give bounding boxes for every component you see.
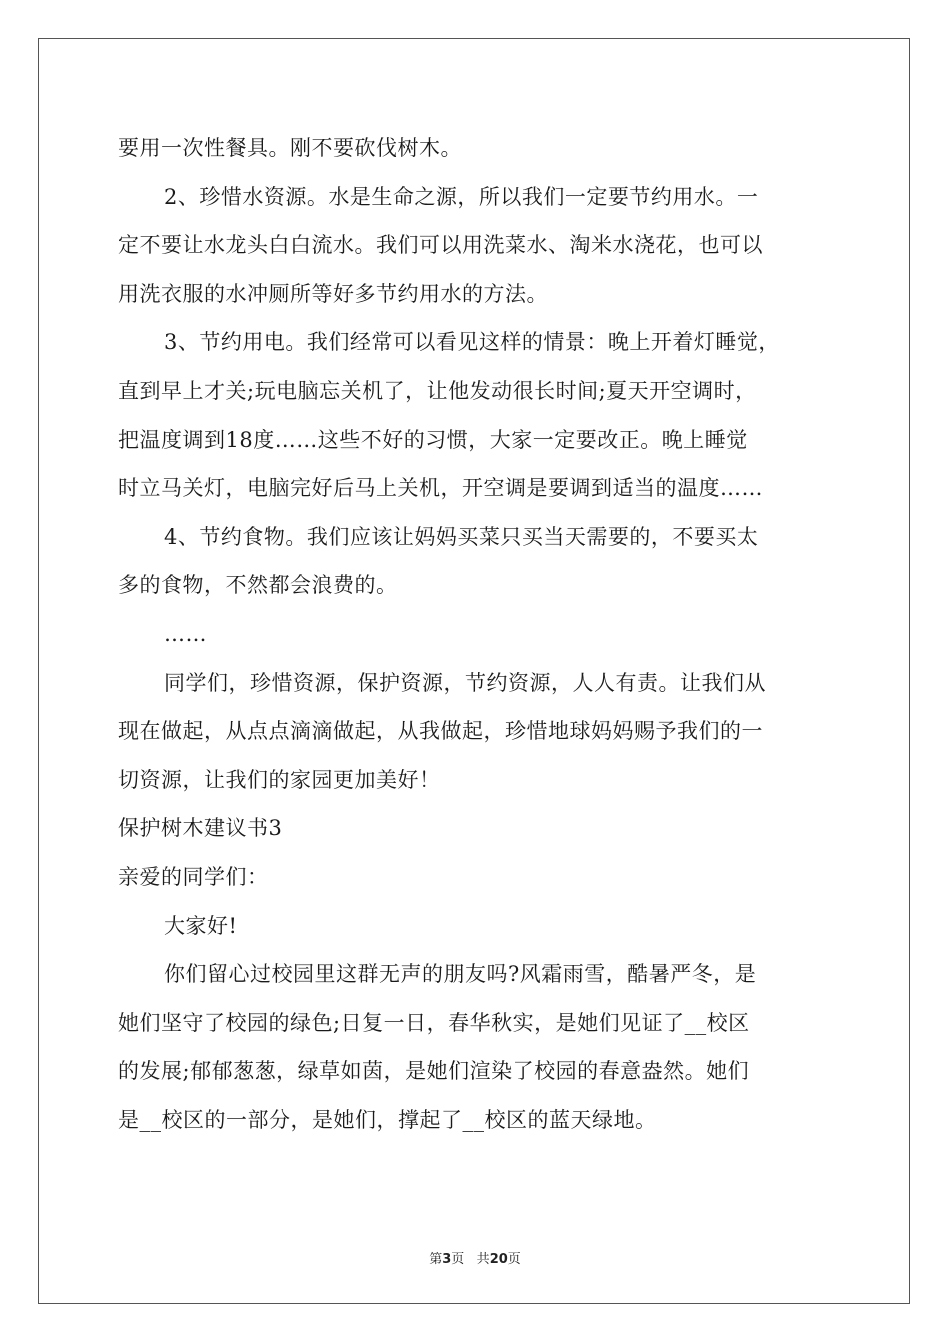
text-line-20: 的发展;郁郁葱葱，绿草如茵，是她们渲染了校园的春意盎然。她们 bbox=[118, 1059, 750, 1084]
text-line-2: 2、珍惜水资源。水是生命之源，所以我们一定要节约用水。一 bbox=[164, 184, 759, 209]
text-line-1: 要用一次性餐具。刚不要砍伐树木。 bbox=[118, 136, 462, 160]
page-footer bbox=[0, 1248, 950, 1267]
footer-prefix: 第 bbox=[429, 1252, 443, 1267]
section-title: 保护树木建议书3 bbox=[118, 816, 283, 841]
footer-total-prefix: 共 bbox=[476, 1252, 490, 1267]
text-line-13: 现在做起，从点点滴滴做起，从我做起，珍惜地球妈妈赐予我们的一 bbox=[118, 719, 763, 744]
text-line-9: 4、节约食物。我们应该让妈妈买菜只买当天需要的，不要买太 bbox=[164, 524, 759, 549]
text-line-14: 切资源，让我们的家园更加美好！ bbox=[118, 767, 441, 792]
text-line-10: 多的食物，不然都会浪费的。 bbox=[118, 573, 398, 598]
text-line-5: 3、节约用电。我们经常可以看见这样的情景：晚上开着灯睡觉， bbox=[164, 330, 780, 355]
document-body bbox=[118, 124, 838, 1144]
text-line-21: 是__校区的一部分，是她们，撑起了__校区的蓝天绿地。 bbox=[118, 1107, 657, 1132]
total-pages-number: 20 bbox=[489, 1252, 508, 1267]
text-line-8: 时立马关灯，电脑完好后马上关机，开空调是要调到适当的温度…… bbox=[118, 476, 763, 501]
text-line-12: 同学们，珍惜资源，保护资源，节约资源，人人有责。让我们从 bbox=[164, 670, 766, 695]
salutation: 亲爱的同学们： bbox=[118, 864, 269, 889]
text-line-7: 把温度调到18度……这些不好的习惯，大家一定要改正。晚上睡觉 bbox=[118, 427, 748, 452]
ellipsis-line: …… bbox=[164, 621, 207, 646]
text-line-18: 你们留心过校园里这群无声的朋友吗?风霜雨雪，酷暑严冬，是 bbox=[164, 962, 757, 987]
text-line-3: 定不要让水龙头白白流水。我们可以用洗菜水、淘米水浇花，也可以 bbox=[118, 233, 763, 258]
current-page-number: 3 bbox=[442, 1252, 452, 1267]
text-line-6: 直到早上才关;玩电脑忘关机了，让他发动很长时间;夏天开空调时， bbox=[118, 378, 757, 403]
footer-total-unit: 页 bbox=[507, 1252, 521, 1267]
greeting: 大家好! bbox=[164, 913, 238, 938]
footer-page-unit: 页 bbox=[451, 1252, 465, 1267]
text-line-4: 用洗衣服的水冲厕所等好多节约用水的方法。 bbox=[118, 281, 548, 306]
text-line-19: 她们坚守了校园的绿色;日复一日，春华秋实，是她们见证了__校区 bbox=[118, 1010, 750, 1035]
